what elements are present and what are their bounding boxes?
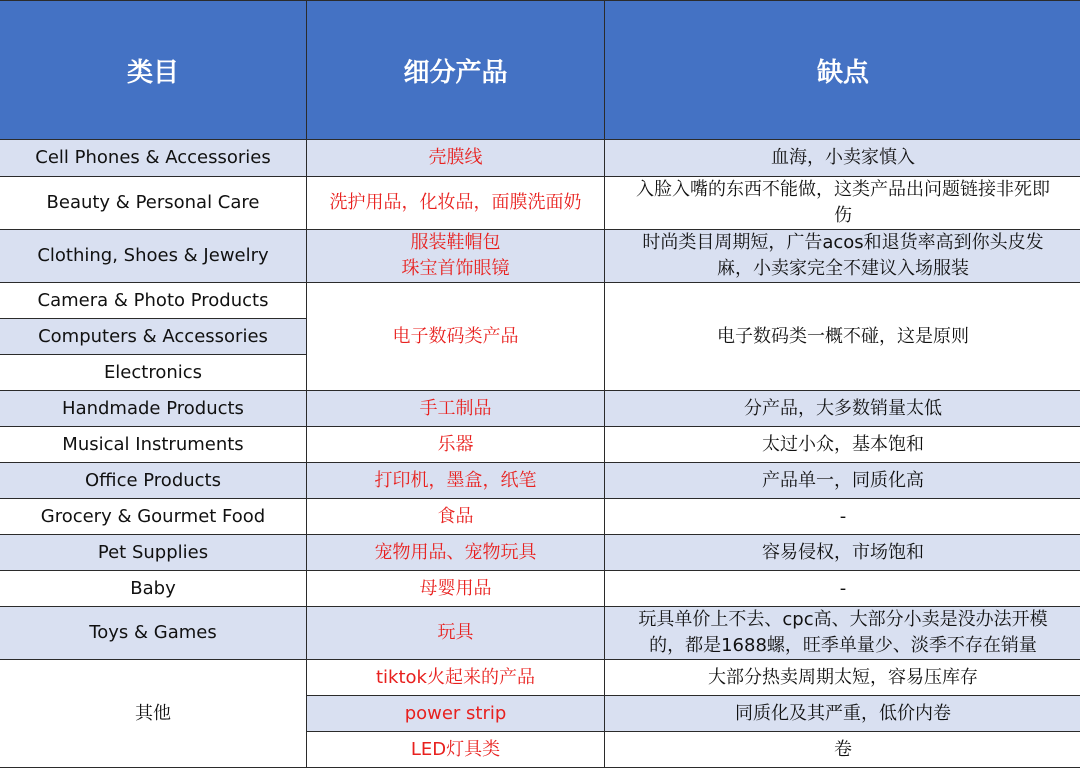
product-cell: 母婴用品 [307,571,605,607]
product-cell: 打印机，墨盒，纸笔 [307,463,605,499]
product-cell: 玩具 [307,607,605,660]
defect-cell: 大部分热卖周期太短，容易压库存 [605,660,1080,696]
defect-line: 伤 [834,205,852,226]
defect-line: 玩具单价上不去、cpc高、大部分小卖是没办法开模 [638,609,1048,630]
product-cell: 电子数码类产品 [307,283,605,391]
table-row [0,140,1080,177]
category-cell: Handmade Products [0,391,307,427]
defect-cell: 容易侵权，市场饱和 [605,535,1080,571]
product-cell: LED灯具类 [307,732,605,768]
product-cell: 宠物用品、宠物玩具 [307,535,605,571]
category-cell: 其他 [0,660,307,768]
defect-line: 麻，小卖家完全不建议入场服装 [717,258,969,279]
product-cell: 乐器 [307,427,605,463]
defect-cell: 分产品，大多数销量太低 [605,391,1080,427]
table-row [0,607,1080,660]
header-row [0,1,1080,140]
table-row [0,499,1080,535]
defect-line: 的，都是1688螺，旺季单量少、淡季不存在销量 [649,635,1037,656]
header-product: 细分产品 [307,1,605,140]
table-row [0,177,1080,230]
category-cell: Baby [0,571,307,607]
category-cell: Office Products [0,463,307,499]
table-row [0,283,1080,319]
product-line: 珠宝首饰眼镜 [401,258,510,279]
defect-cell: - [605,571,1080,607]
product-line: 服装鞋帽包 [410,232,501,253]
product-cell: 食品 [307,499,605,535]
header-defect: 缺点 [605,1,1080,140]
defect-cell: 同质化及其严重，低价内卷 [605,696,1080,732]
table-row [0,391,1080,427]
category-cell: Computers & Accessories [0,319,307,355]
defect-cell: 血海，小卖家慎入 [605,140,1080,177]
defect-cell: 电子数码类一概不碰，这是原则 [605,283,1080,391]
defect-line: 入脸入嘴的东西不能做，这类产品出问题链接非死即 [636,179,1050,200]
category-cell: Musical Instruments [0,427,307,463]
table-row [0,230,1080,283]
product-cell: 手工制品 [307,391,605,427]
defect-cell: 太过小众，基本饱和 [605,427,1080,463]
defect-cell [605,177,1080,230]
defect-cell: - [605,499,1080,535]
defect-cell [605,607,1080,660]
product-cell: tiktok火起来的产品 [307,660,605,696]
product-cell: 洗护用品，化妆品，面膜洗面奶 [307,177,605,230]
table-row [0,463,1080,499]
table-row [0,660,1080,696]
defect-cell: 卷 [605,732,1080,768]
category-cell: Clothing, Shoes & Jewelry [0,230,307,283]
defect-cell [605,230,1080,283]
product-cell: 壳膜线 [307,140,605,177]
defect-line: 时尚类目周期短，广告acos和退货率高到你头皮发 [642,232,1044,253]
product-cell: power strip [307,696,605,732]
table-row [0,571,1080,607]
header-category: 类目 [0,1,307,140]
category-cell: Beauty & Personal Care [0,177,307,230]
defect-cell: 产品单一，同质化高 [605,463,1080,499]
category-cell: Grocery & Gourmet Food [0,499,307,535]
product-cell [307,230,605,283]
category-cell: Pet Supplies [0,535,307,571]
category-cell: Cell Phones & Accessories [0,140,307,177]
category-cell: Camera & Photo Products [0,283,307,319]
table-row [0,535,1080,571]
category-cell: Toys & Games [0,607,307,660]
category-cell: Electronics [0,355,307,391]
table-row [0,427,1080,463]
